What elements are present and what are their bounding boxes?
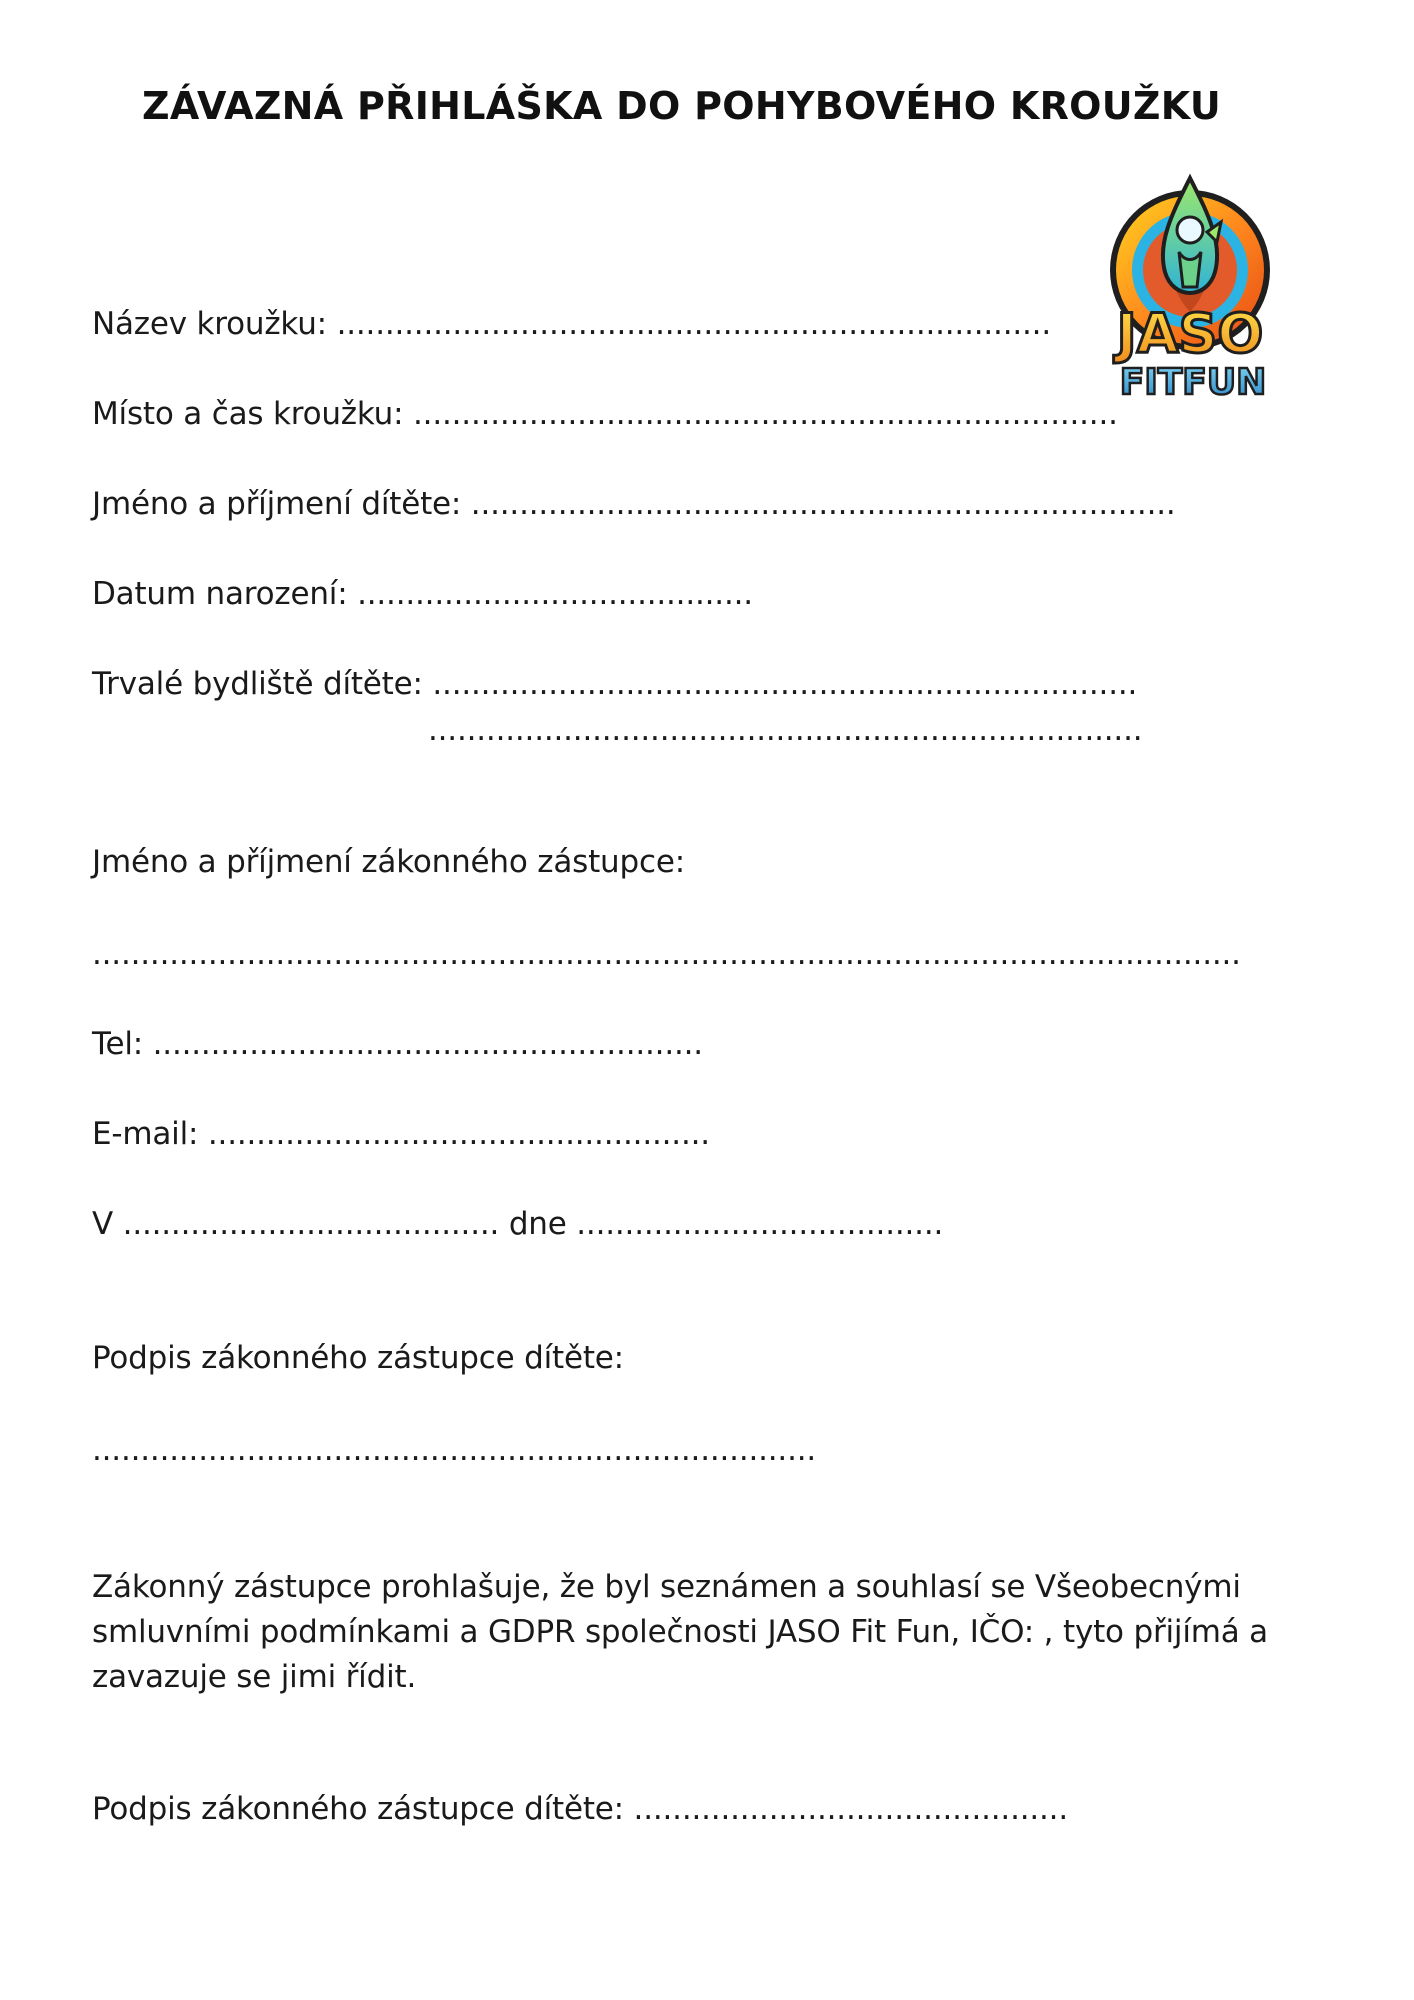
guardian-name-line[interactable]: ....................................................................................................................... (92, 936, 1241, 972)
child-name-field[interactable]: Jméno a příjmení dítěte: ......................................................................... (92, 486, 1176, 522)
final-signature-field[interactable]: Podpis zákonného zástupce dítěte: ............................................. (92, 1791, 1068, 1827)
svg-text:FITFUN: FITFUN (1119, 362, 1267, 403)
svg-text:JASO: JASO (1116, 302, 1264, 365)
declaration-paragraph: Zákonný zástupce prohlašuje, že byl seznámen a souhlasí se Všeobecnými smluvními podmínkami a GDPR společnosti JASO Fit Fun, IČO: , tyto přijímá a zavazuje se jimi řídit. (92, 1569, 1268, 1695)
page-title: ZÁVAZNÁ PŘIHLÁŠKA DO POHYBOVÉHO KROUŽKU (142, 84, 1222, 128)
birth-date-field[interactable]: Datum narození: ......................................... (92, 576, 753, 612)
club-name-field[interactable]: Název kroužku: .......................................................................... (92, 306, 1051, 342)
phone-field[interactable]: Tel: ......................................................... (92, 1026, 703, 1062)
email-field[interactable]: E-mail: .................................................... (92, 1116, 710, 1152)
address-continuation-line[interactable]: .......................................................................... (428, 712, 1143, 748)
guardian-name-label: Jméno a příjmení zákonného zástupce: (92, 844, 685, 880)
place-time-field[interactable]: Místo a čas kroužku: ......................................................................... (92, 396, 1118, 432)
address-field[interactable]: Trvalé bydliště dítěte: ......................................................................... (92, 666, 1138, 702)
place-date-field[interactable]: V ....................................... dne ...................................... (92, 1206, 944, 1242)
signature-line[interactable]: ........................................................................... (92, 1432, 817, 1468)
jaso-fit-fun-logo (1095, 172, 1285, 412)
signature-label: Podpis zákonného zástupce dítěte: (92, 1340, 624, 1376)
